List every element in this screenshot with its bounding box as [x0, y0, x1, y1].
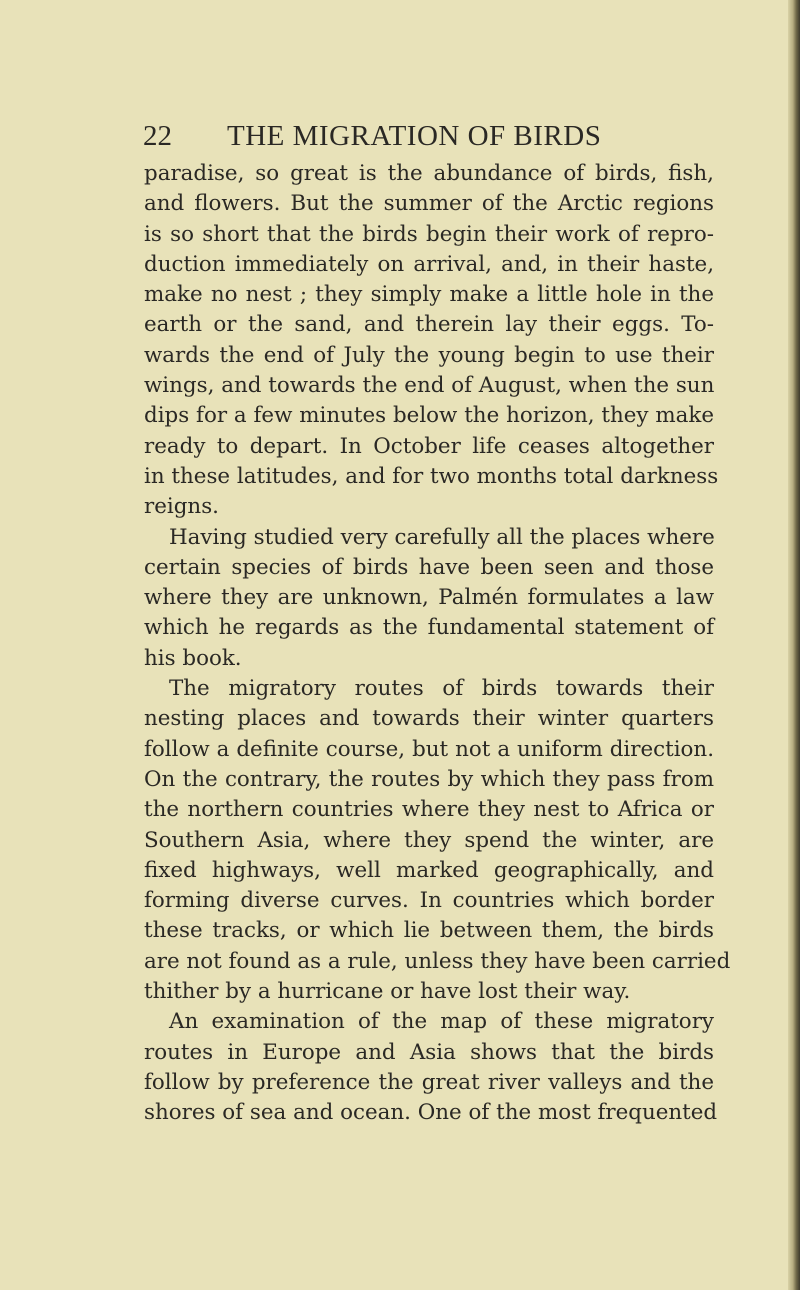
text-line: paradise, so great is the abundance of birds, fish, — [144, 161, 714, 186]
text-line: his book. — [144, 645, 242, 671]
text-line: ready to depart. In October life ceases altogether — [144, 433, 714, 459]
text-line: An examination of the map of these migratory — [169, 1009, 714, 1035]
text-line: reigns. — [144, 494, 219, 520]
text-line: certain species of birds have been seen and those — [144, 554, 714, 580]
body-text — [144, 159, 731, 1129]
text-line: nesting places and towards their winter quarters — [144, 706, 714, 732]
text-line: these tracks, or which lie between them, the birds — [144, 918, 714, 944]
text-line: dips for a few minutes below the horizon, they make — [144, 403, 714, 429]
text-line: make no nest ; they simply make a little hole in the — [144, 282, 714, 308]
text-line: shores of sea and ocean. One of the most frequented — [144, 1100, 718, 1126]
page-number: 22 — [143, 120, 172, 152]
text-line: earth or the sand, and therein lay their eggs. To- — [144, 312, 714, 338]
text-line: thither by a hurricane or have lost their way. — [144, 979, 631, 1005]
running-head — [143, 118, 713, 154]
text-line: follow by preference the great river valleys and the — [144, 1069, 714, 1095]
text-line: Having studied very carefully all the places where — [169, 524, 715, 550]
page-edge-shadow — [788, 0, 800, 1290]
text-line: On the contrary, the routes by which they pass from — [144, 766, 714, 792]
text-line: are not found as a rule, unless they have been carried — [144, 948, 731, 974]
text-line: which he regards as the fundamental statement of — [144, 615, 714, 641]
text-line: The migratory routes of birds towards their — [169, 676, 714, 702]
text-line: fixed highways, well marked geographically, and — [144, 857, 714, 883]
text-line: and flowers. But the summer of the Arctic regions — [144, 191, 714, 217]
text-line: is so short that the birds begin their work of repro- — [144, 221, 714, 247]
text-line: routes in Europe and Asia shows that the birds — [144, 1039, 714, 1065]
text-line: where they are unknown, Palmén formulates a law — [144, 585, 714, 611]
text-line: wards the end of July the young begin to use their — [144, 342, 714, 368]
text-line: wings, and towards the end of August, when the sun — [144, 373, 715, 399]
text-line: forming diverse curves. In countries which border — [144, 888, 714, 914]
text-line: Southern Asia, where they spend the winter, are — [144, 827, 714, 853]
text-line: follow a definite course, but not a uniform direction. — [144, 736, 714, 762]
chapter-title: THE MIGRATION OF BIRDS — [227, 120, 602, 152]
text-line: duction immediately on arrival, and, in their haste, — [144, 251, 714, 277]
text-line: the northern countries where they nest to Africa or — [144, 797, 714, 823]
text-line: in these latitudes, and for two months total darkness — [144, 463, 719, 489]
